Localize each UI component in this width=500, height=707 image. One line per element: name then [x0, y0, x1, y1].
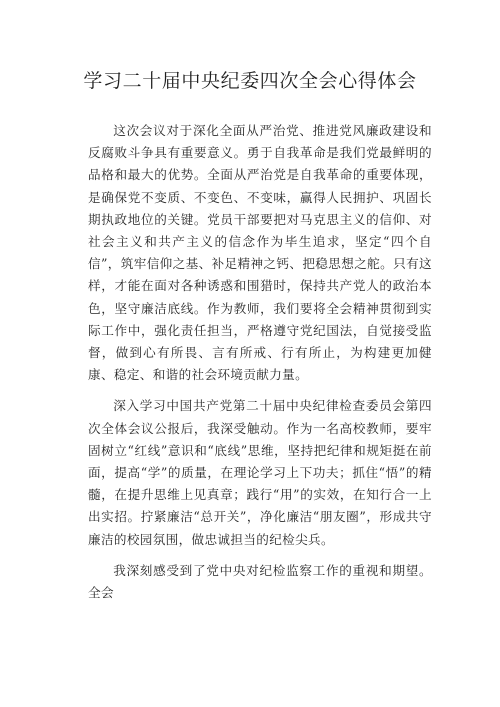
document-body	[88, 120, 432, 604]
document-title: 学习二十届中央纪委四次全会心得体会	[83, 70, 417, 92]
paragraph-1: 这次会议对于深化全面从严治党、推进党风廉政建设和反腐败斗争具有重要意义。勇于自我革命是我们党最鲜明的品格和最大的优势。全面从严治党是自我革命的重要体现，是确保党不变质、不变色、不变味，赢得人民拥护、巩固长期执政地位的关键。党员干部要把对马克思主义的信仰、对社会主义和共产主义的信念作为毕生追求，坚定“四个自信”，筑牢信仰之基、补足精神之钙、把稳思想之舵。只有这样，才能在面对各种诱惑和围猎时，保持共产党人的政治本色，坚守廉洁底线。作为教师，我们要将全会精神贯彻到实际工作中，强化责任担当，严格遵守党纪国法，自觉接受监督，做到心有所畏、言有所戒、行有所止，为构建更加健康、稳定、和谐的社会环境贡献力量。	[88, 123, 432, 383]
paragraph-3: 我深刻感受到了党中央对纪检监察工作的重视和期望。全会	[88, 562, 432, 601]
paragraph-2: 深入学习中国共产党第二十届中央纪律检查委员会第四次全体会议公报后，我深受触动。作为一名高校教师，要牢固树立“红线”意识和“底线”思维，坚持把纪律和规矩挺在前面，提高“学”的质量，在理论学习上下功夫；抓住“悟”的精髓，在提升思维上见真章；践行“用”的实效，在知行合一上出实招。拧紧廉洁“总开关”，净化廉洁“朋友圈”，形成共守廉洁的校园氛围，做忠诚担当的纪检尖兵。	[88, 398, 432, 547]
